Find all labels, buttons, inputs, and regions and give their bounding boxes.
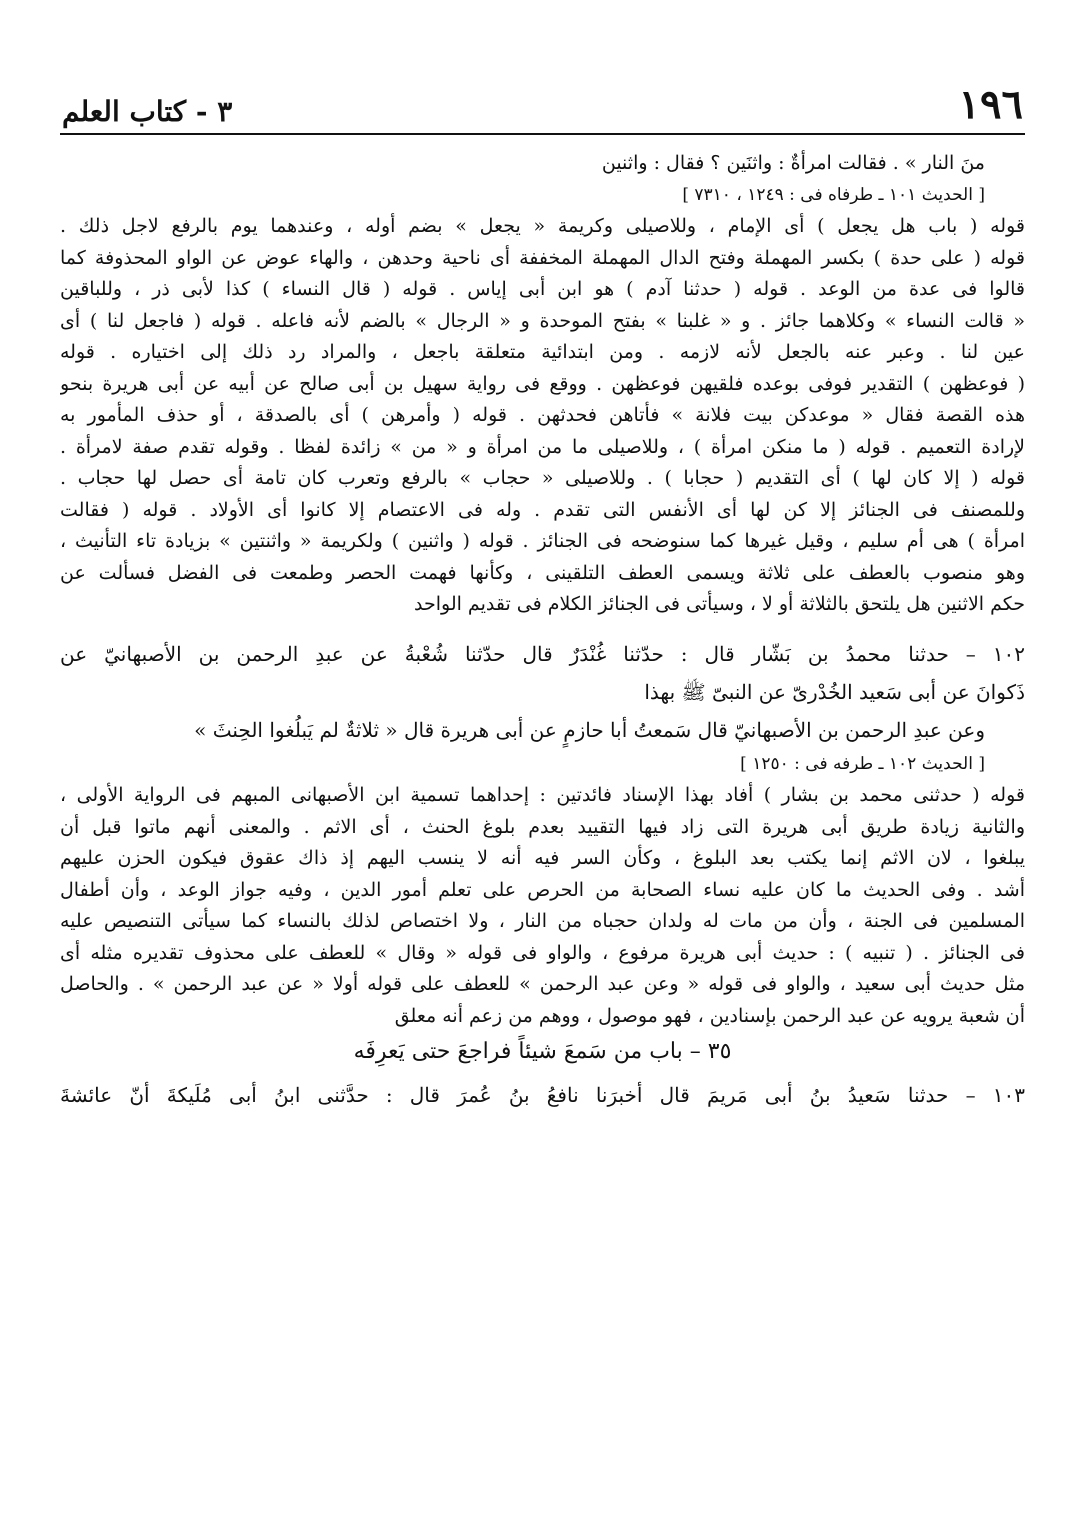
text-line: فى الجنائز . ( تنبيه ) : حديث أبى هريرة مرفوع ، والواو فى قوله « وقال » للعطف على محذوف تقديره مثله أى [60,941,1025,964]
text-line: أشد . وفى الحديث ما كان عليه نساء الصحابة من الحرص على تعلم أمور الدين ، وفيه جواز الوعد ، وأن أطفال [60,878,1025,901]
text-line: أن شعبة يرويه عن عبد الرحمن بإسنادين ، فهو موصول ، ووهم من زعم أنه معلق [394,1004,1025,1027]
text-line: عين لنا . وعبر عنه بالجعل لأنه لازمه . ومن ابتدائية متعلقة باجعل ، والمراد رد ذلك إلى اختياره . قوله [60,341,1025,363]
footnote-reference: [ الحديث ١٠١ ـ طرفاه فى : ١٢٤٩ ، ٧٣١٠ ] [682,184,985,205]
page-body [60,148,1025,1114]
text-line: والثانية زيادة طريق أبى هريرة التى زاد فيها التقييد بعدم بلوغ الحنث ، أى الاثم . والمعنى أنهم ماتوا قبل أن [60,815,1025,838]
page-header [62,78,1023,128]
text-line: المسلمين فى الجنة ، وأن من مات له ولدان حجباه من النار ، ولا اختصاص لذلك بالنساء كما سيأتى التنصيص عليه [60,910,1025,932]
text-line: قوله ( على حدة ) بكسر المهملة وفتح الدال المهملة المخففة أى ناحية وحدهن ، والهاء عوض عن الواو المحذوفة كما [60,246,1025,269]
page-number: ١٩٦ [958,81,1023,128]
text-line: لإرادة التعميم . قوله ( ما منكن امرأة ) ، وللاصيلى ما من امرأة و « من » زائدة لفظا . وقوله تقدم صفة لامرأة . [60,435,1025,458]
text-line: حكم الاثنين هل يلتحق بالثلاثة أو لا ، وسيأتى فى الجنائز الكلام فى تقديم الواحد [414,593,1025,615]
text-line: وهو منصوب بالعطف على ثلاثة ويسمى العطف التلقينى ، وكأنها فهمت الحصر وطمعت فى الفضل فسألت عن [60,561,1025,584]
book-title: ٣ - كتاب العلم [62,95,233,128]
text-line: مثل حديث أبى سعيد ، والواو فى قوله « وعن عبد الرحمن » للعطف على قوله أولا « عن عبد الرحمن » . والحاصل [60,973,1025,995]
text-line: « قالت النساء » وكلاهما جائز . و « غلبنا » بفتح الموحدة و « الرجال » بالضم لأنه فاعله . قوله ( فاجعل لنا ) أى [60,309,1025,332]
text-line: منَ النار » . فقالت امرأةٌ : واثنَين ؟ فقال : واثنين [601,152,985,174]
text-line: قالوا فى عدة من الوعد . قوله ( حدثنا آدم ) هو ابن أبى إياس . قوله ( قال النساء ) كذا لأبى ذر ، وللباقين [60,278,1025,300]
text-line: قوله ( إلا كان لها ) أى التقديم ( حجابا ) . وللاصيلى « حجاب » بالرفع وتعرب كان تامة أى حصل لها حجاب . [60,467,1025,489]
footnote-reference: [ الحديث ١٠٢ ـ طرفه فى : ١٢٥٠ ] [740,753,985,774]
hadith-line: وعن عبدِ الرحمن بن الأصبهانيّ قال سَمعتُ أبا حازمٍ عن أبى هريرة قال « ثلاثةٌ لم يَبلُغوا الحِنثَ » [194,717,985,742]
header-rule [60,133,1025,135]
chapter-heading: ٣٥ – باب من سَمعَ شيئاً فراجعَ حتى يَعرِفَه [353,1039,732,1064]
text-line: وللمصنف فى الجنائز إلا كن لها أى الأنفس التى تقدم . وله فى الاعتصام إلا كانوا أى الأولاد . قوله ( فقالت [60,498,1025,521]
text-line: يبلغوا ، لان الاثم إنما يكتب بعد البلوغ ، وكأن السر فيه أنه لا ينسب اليهم إذ ذاك عقوق فيكون الحزن عليهم [60,847,1025,869]
hadith-line: ١٠٢ – حدثنا محمدُ بن بَشّار قال : حدّثنا غُنْدَرٌ قال حدّثنا شُعْبةُ عن عبدِ الرحمن بن الأصبهانيّ عن [60,641,1025,666]
hadith-line: ذَكوانَ عن أبى سَعيد الخُدْرىّ عن النبىّ ﷺ بهذا [644,679,1025,704]
text-line: امرأة ) هى أم سليم ، وقيل غيرها كما سنوضحه فى الجنائز . قوله ( واثنين ) ولكريمة « واثنتين » بزيادة تاء التأنيث ، [60,530,1025,552]
text-line: قوله ( حدثنى محمد بن بشار ) أفاد بهذا الإسناد فائدتين : إحداهما تسمية ابن الأصبهانى المبهم فى الرواية الأولى ، [60,784,1025,806]
text-line: هذه القصة فقال « موعدكن بيت فلانة » فأتاهن فحدثهن . قوله ( وأمرهن ) أى بالصدقة ، أو حذف المأمور به [60,404,1025,426]
text-line: قوله ( باب هل يجعل ) أى الإمام ، وللاصيلى وكريمة « يجعل » بضم أوله ، وعندهما يوم بالرفع لاجل ذلك . [60,215,1025,237]
text-line: ( فوعظهن ) التقدير فوفى بوعده فلقيهن فوعظهن . ووقع فى رواية سهيل بن أبى صالح عن أبيه عن أبى هريرة بنحو [60,372,1025,395]
hadith-line: ١٠٣ – حدثنا سَعيدُ بنُ أبى مَريمَ قال أخبرَنا نافعُ بنُ عُمرَ قال : حدَّثنى ابنُ أبى مُلَيكةَ أنّ عائشةَ [60,1083,1025,1107]
